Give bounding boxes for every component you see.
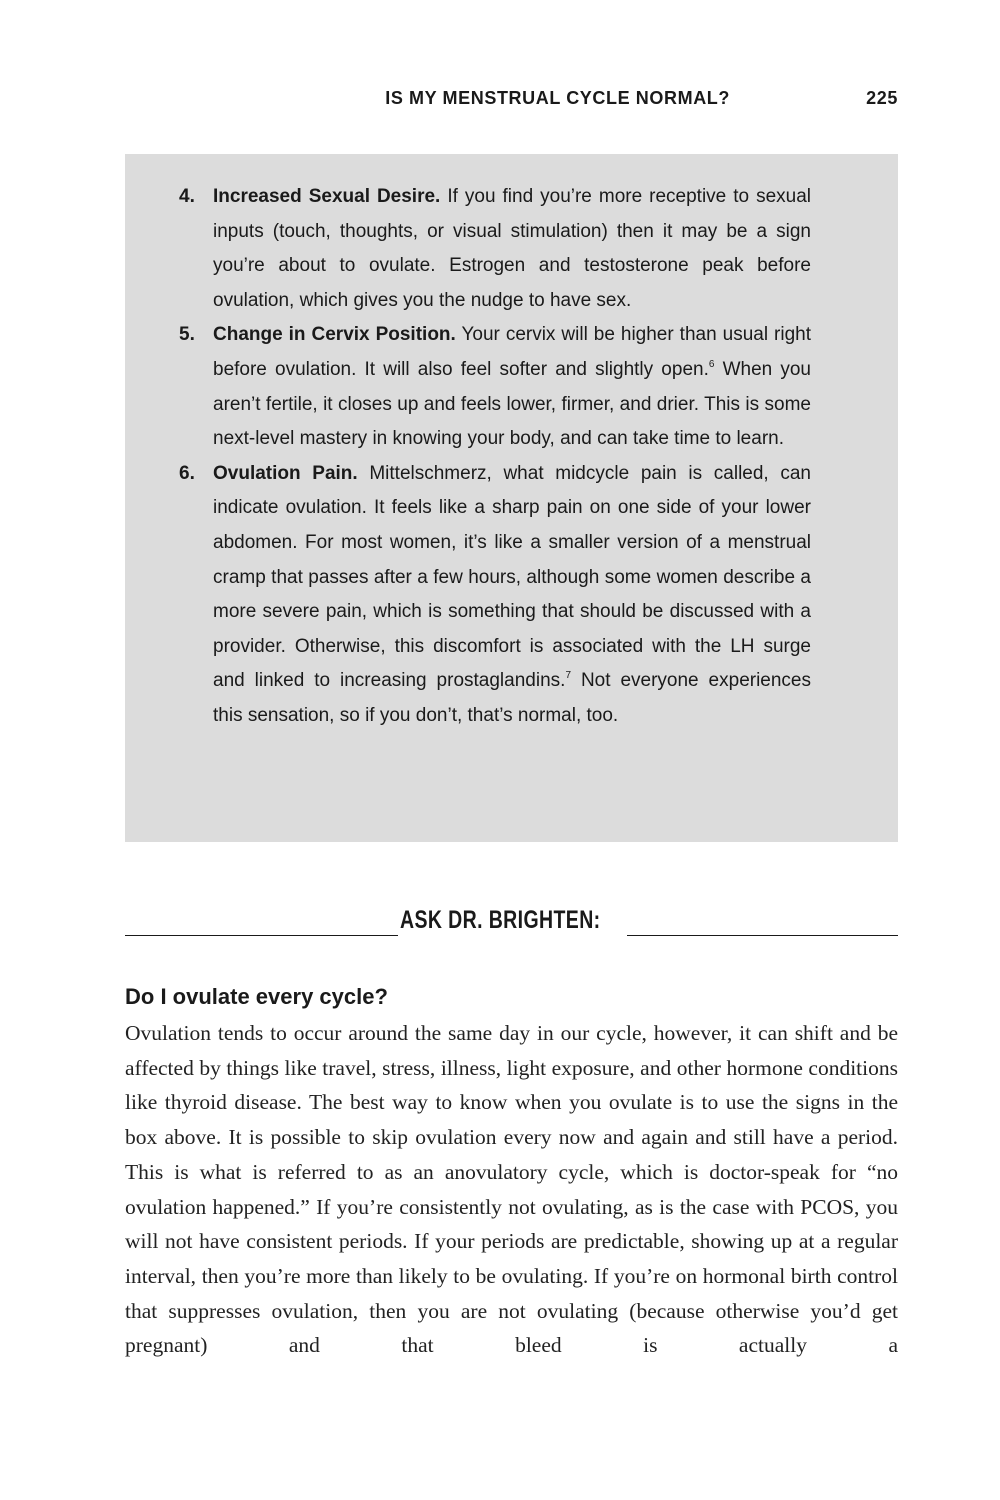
running-title: IS MY MENSTRUAL CYCLE NORMAL? <box>385 88 730 108</box>
list-item <box>179 180 811 318</box>
list-item-lead: Increased Sexual Desire. <box>213 186 441 207</box>
list-item <box>179 457 811 734</box>
footnote-ref[interactable]: 6 <box>708 358 715 370</box>
list-item-number: 6. <box>179 462 195 484</box>
page-number: 225 <box>866 88 898 108</box>
ovulation-signs-list <box>179 180 811 734</box>
list-item-lead: Ovulation Pain. <box>213 462 358 484</box>
heading-rule-left <box>125 935 398 936</box>
list-item-text: Your cervix will be higher than usual right before ovulation. It will also feel softer and slightly open. <box>213 324 811 380</box>
heading-rule-right <box>627 935 898 936</box>
answer-paragraph: Ovulation tends to occur around the same day in our cycle, however, it can shift and be affected by things like travel, stress, illness, light exposure, and other hormone conditions like thyroid disease. The best way to know when you ovulate is to use the signs in the box above. It is possible to skip ovulation every now and again and still have a period. This is what is referred to as an anovulatory cycle, which is doctor-speak for “no ovulation happened.” If you’re consistently not ovulating, as is the case with PCOS, you will not have consistent periods. If your periods are predictable, showing up at a regular interval, then you’re more than likely to be ovulating. If you’re on hormonal birth control that suppresses ovulation, then you are not ovulating (because otherwise you’d get pregnant) and that bleed is actually a <box>125 1021 898 1358</box>
question-heading: Do I ovulate every cycle? <box>125 984 388 1009</box>
list-item-text: Mittelschmerz, what midcycle pain is called, can indicate ovulation. It feels like a sharp pain on one side of your lower abdomen. For most women, it’s like a smaller version of a menstrual cramp that passes after a few hours, although some women describe a more severe pain, which is something that should be discussed with a provider. Otherwise, this discomfort is associated with the LH surge and linked to increasing prostaglandins. <box>213 462 811 692</box>
ovulation-signs-sidebar <box>125 154 898 842</box>
list-item-number: 5. <box>179 324 195 346</box>
footnote-ref[interactable]: 7 <box>565 670 571 682</box>
list-item-text-continued: Not everyone experiences this sensation, so if you don’t, that’s normal, too. <box>213 670 812 726</box>
list-item <box>179 318 811 456</box>
ask-heading-text: ASK DR. BRIGHTEN: <box>400 906 601 934</box>
list-item-number: 4. <box>179 186 195 207</box>
ask-section-heading <box>125 902 898 938</box>
list-item-text: If you find you’re more receptive to sexual inputs (touch, thoughts, or visual stimulation) then it may be a sign you’re about to ovulate. Estrogen and testosterone peak before ovulation, which gives you the nudge to have sex. <box>213 186 811 311</box>
list-item-lead: Change in Cervix Position. <box>213 324 456 346</box>
list-item-text-continued: When you aren’t fertile, it closes up and feels lower, firmer, and drier. This is some next-level mastery in knowing your body, and can take time to learn. <box>213 358 811 450</box>
